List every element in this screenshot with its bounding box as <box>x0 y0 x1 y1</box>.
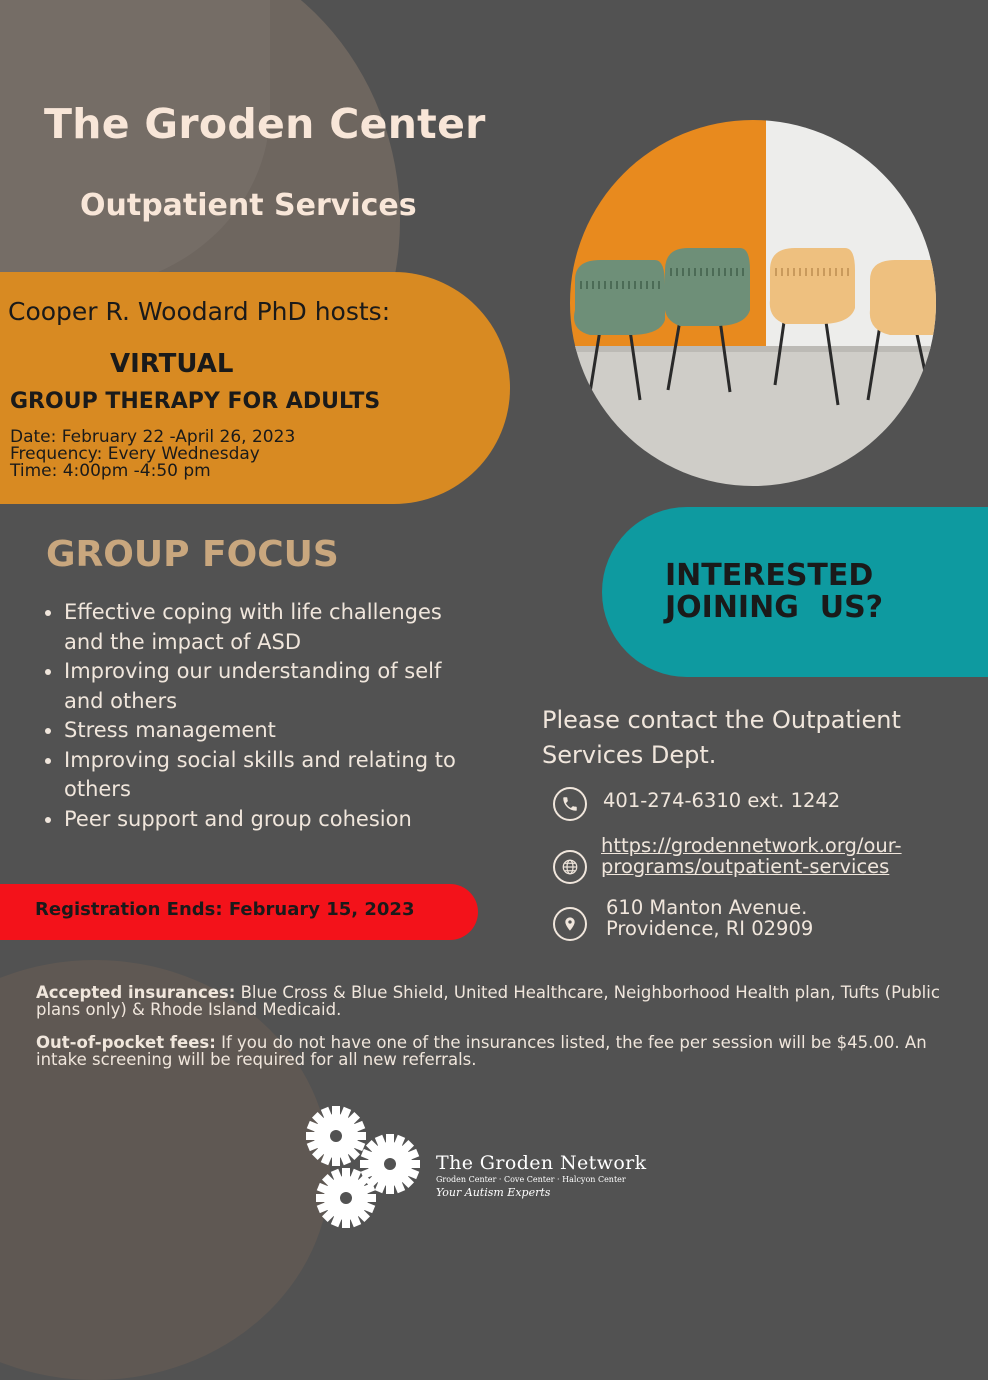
address-line-2: Providence, RI 02909 <box>606 917 814 940</box>
out-of-pocket-label: Out-of-pocket fees: <box>36 1033 216 1052</box>
gears-logo-icon <box>300 1100 440 1230</box>
insurance-info <box>36 984 956 1068</box>
group-focus-title: GROUP FOCUS <box>46 534 339 575</box>
address <box>606 897 813 939</box>
event-date: Date: February 22 -April 26, 2023 <box>10 427 296 447</box>
registration-deadline: Registration Ends: February 15, 2023 <box>35 899 415 920</box>
globe-icon <box>553 850 587 884</box>
groden-network-logo <box>436 1152 647 1199</box>
phone-icon <box>553 787 587 821</box>
group-therapy-title: GROUP THERAPY FOR ADULTS <box>10 389 381 414</box>
accepted-insurances-text: Blue Cross & Blue Shield, United Healthcare, Neighborhood Health plan, Tufts (Public plans only) & Rhode Island Medicaid. <box>36 983 940 1019</box>
cta-line-2: JOINING US? <box>665 590 884 625</box>
out-of-pocket-text: If you do not have one of the insurances listed, the fee per session will be $45.00. An intake screening will be required for all new referrals. <box>36 1033 927 1069</box>
focus-item: • Improving social skills and relating to others <box>64 746 464 805</box>
focus-item: • Stress management <box>64 716 464 746</box>
website-link-line-1: https://grodennetwork.org/our- <box>601 834 902 857</box>
chairs-photo <box>570 120 936 486</box>
phone-number[interactable]: 401-274-6310 ext. 1242 <box>603 789 841 812</box>
virtual-label: VIRTUAL <box>110 349 234 379</box>
cta-text <box>665 560 883 624</box>
location-pin-icon <box>553 907 587 941</box>
out-of-pocket-fees <box>36 1034 956 1068</box>
focus-item: • Effective coping with life challenges and the impact of ASD <box>64 598 464 657</box>
network-centers: Groden Center · Cove Center · Halcyon Center <box>436 1175 626 1184</box>
page-subtitle: Outpatient Services <box>80 188 417 223</box>
cta-line-1: INTERESTED <box>665 558 874 593</box>
website-link[interactable] <box>601 835 902 877</box>
network-tagline: Your Autism Experts <box>436 1186 551 1199</box>
network-name: The Groden Network <box>436 1152 647 1174</box>
page-title: The Groden Center <box>44 100 486 148</box>
contact-intro: Please contact the Outpatient Services Dept. <box>542 706 901 769</box>
event-details <box>10 429 295 480</box>
accepted-insurances-label: Accepted insurances: <box>36 983 236 1002</box>
group-focus-list <box>40 598 464 834</box>
host-line: Cooper R. Woodard PhD hosts: <box>8 297 391 326</box>
event-frequency: Frequency: Every Wednesday <box>10 444 260 464</box>
address-line-1: 610 Manton Avenue. <box>606 896 808 919</box>
accepted-insurances <box>36 984 956 1018</box>
focus-item: • Peer support and group cohesion <box>64 805 464 835</box>
event-time: Time: 4:00pm -4:50 pm <box>10 461 211 481</box>
focus-item: • Improving our understanding of self and others <box>64 657 464 716</box>
website-link-line-2: programs/outpatient-services <box>601 855 890 878</box>
